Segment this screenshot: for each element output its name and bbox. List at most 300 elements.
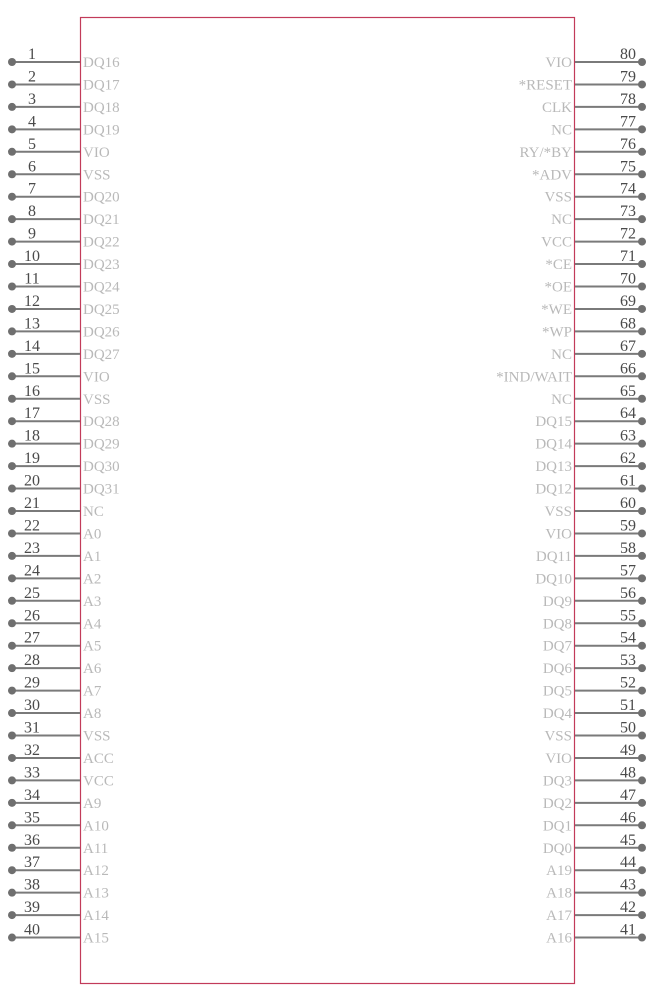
pin-56 <box>543 585 646 610</box>
pin-endpoint-dot <box>8 327 16 335</box>
pin-number: 19 <box>24 450 40 468</box>
pin-name: *IND/WAIT <box>496 369 572 386</box>
pin-9 <box>8 226 120 251</box>
pin-name: DQ11 <box>535 548 572 565</box>
right-pin-group <box>496 46 646 947</box>
pin-name: NC <box>551 346 572 363</box>
pin-name: NC <box>83 504 104 520</box>
pin-name: DQ15 <box>535 414 572 431</box>
pin-number: 50 <box>620 719 636 737</box>
pin-number: 73 <box>620 203 636 221</box>
pin-name: DQ17 <box>83 77 120 94</box>
pin-number: 21 <box>24 495 40 512</box>
pin-number: 25 <box>24 584 40 602</box>
pin-endpoint-dot <box>8 507 16 515</box>
pin-endpoint-dot <box>8 440 16 448</box>
pin-17 <box>8 405 120 430</box>
pin-number: 62 <box>620 450 636 468</box>
pin-number: 16 <box>24 382 40 400</box>
pin-number: 58 <box>620 539 636 557</box>
pin-name: A11 <box>83 840 109 857</box>
pin-76 <box>519 136 646 161</box>
pin-name: A7 <box>83 683 102 700</box>
pin-endpoint-dot <box>638 80 646 88</box>
pin-16 <box>8 383 111 408</box>
pin-number: 49 <box>620 741 636 759</box>
pin-name: *RESET <box>518 77 572 94</box>
pin-endpoint-dot <box>638 574 646 582</box>
pin-25 <box>8 585 101 610</box>
pin-number: 48 <box>620 764 636 782</box>
pin-endpoint-dot <box>638 260 646 268</box>
pin-57 <box>535 562 646 587</box>
pin-number: 54 <box>620 629 636 647</box>
pin-69 <box>541 293 646 318</box>
pin-number: 60 <box>620 495 636 512</box>
pin-name: VCC <box>83 773 114 790</box>
pin-name: DQ18 <box>83 99 120 116</box>
pin-5 <box>8 136 110 161</box>
pin-61 <box>535 473 646 498</box>
pin-name: DQ24 <box>83 279 120 296</box>
pin-74 <box>544 181 646 206</box>
left-pin-group <box>8 46 120 947</box>
pin-67 <box>551 338 646 363</box>
pin-endpoint-dot <box>8 776 16 784</box>
pin-endpoint-dot <box>638 395 646 403</box>
pin-40 <box>8 922 109 947</box>
pin-endpoint-dot <box>8 732 16 740</box>
pin-name: NC <box>551 122 572 139</box>
pin-33 <box>8 764 114 789</box>
pin-78 <box>542 91 646 116</box>
pin-18 <box>8 428 120 453</box>
pin-number: 44 <box>620 854 636 872</box>
pin-number: 57 <box>620 562 636 580</box>
pin-name: *WP <box>542 324 572 341</box>
pin-number: 74 <box>620 180 636 198</box>
pin-endpoint-dot <box>8 664 16 672</box>
pin-endpoint-dot <box>8 844 16 852</box>
pin-54 <box>543 630 646 655</box>
pin-endpoint-dot <box>638 215 646 223</box>
pin-46 <box>543 809 646 834</box>
pin-name: DQ7 <box>542 638 572 655</box>
pin-endpoint-dot <box>8 125 16 133</box>
pin-number: 61 <box>620 472 636 490</box>
pin-26 <box>8 607 102 632</box>
pin-name: A13 <box>83 885 109 902</box>
pin-name: DQ0 <box>542 840 572 857</box>
pin-number: 14 <box>24 337 40 355</box>
pin-name: NC <box>551 391 572 408</box>
pin-number: 47 <box>620 786 636 804</box>
pin-37 <box>8 854 109 879</box>
pin-endpoint-dot <box>638 687 646 695</box>
pin-endpoint-dot <box>638 103 646 111</box>
pin-endpoint-dot <box>8 934 16 942</box>
pin-endpoint-dot <box>638 462 646 470</box>
pin-number: 5 <box>28 135 36 153</box>
pin-77 <box>551 113 646 138</box>
pin-number: 40 <box>24 921 40 939</box>
pin-number: 70 <box>620 270 636 288</box>
pin-52 <box>543 675 646 700</box>
pin-number: 26 <box>24 607 40 625</box>
pin-4 <box>8 113 120 138</box>
pin-name: ACC <box>83 750 114 767</box>
pin-28 <box>8 652 102 677</box>
pin-endpoint-dot <box>638 844 646 852</box>
pin-endpoint-dot <box>8 305 16 313</box>
pin-name: A2 <box>83 571 102 588</box>
pin-number: 65 <box>620 382 636 400</box>
pin-endpoint-dot <box>8 215 16 223</box>
pin-43 <box>546 877 646 902</box>
pin-name: DQ10 <box>535 571 572 588</box>
pin-name: VIO <box>545 750 572 767</box>
pin-number: 76 <box>620 135 636 153</box>
pin-endpoint-dot <box>8 529 16 537</box>
pin-number: 78 <box>620 90 636 108</box>
pin-number: 20 <box>24 472 40 490</box>
pin-72 <box>541 226 646 251</box>
pin-name: A4 <box>83 616 102 633</box>
pin-number: 35 <box>24 809 40 827</box>
pin-50 <box>544 720 646 745</box>
pin-number: 18 <box>24 427 40 445</box>
pin-name: DQ6 <box>542 661 572 678</box>
pin-53 <box>543 652 646 677</box>
pin-endpoint-dot <box>638 238 646 246</box>
pin-name: DQ25 <box>83 301 120 318</box>
pin-endpoint-dot <box>638 732 646 740</box>
pin-name: VIO <box>545 526 572 543</box>
pin-number: 42 <box>620 899 636 917</box>
pin-number: 69 <box>620 292 636 310</box>
pin-name: NC <box>551 212 572 229</box>
pin-number: 30 <box>24 697 40 715</box>
pin-number: 34 <box>24 786 40 804</box>
pin-45 <box>543 832 646 857</box>
pin-number: 55 <box>620 607 636 625</box>
pin-number: 12 <box>24 292 40 310</box>
pin-number: 51 <box>620 697 636 715</box>
pin-endpoint-dot <box>638 372 646 380</box>
pin-44 <box>546 854 646 879</box>
pin-15 <box>8 360 110 385</box>
pin-endpoint-dot <box>638 125 646 133</box>
pin-8 <box>8 203 120 228</box>
pin-1 <box>8 46 120 71</box>
pin-19 <box>8 450 120 475</box>
pin-name: *ADV <box>532 167 572 184</box>
pin-endpoint-dot <box>8 103 16 111</box>
pin-20 <box>8 473 120 498</box>
pin-name: A3 <box>83 593 102 610</box>
pin-endpoint-dot <box>638 417 646 425</box>
pin-60 <box>544 495 646 520</box>
pin-name: *OE <box>544 279 572 296</box>
pin-endpoint-dot <box>8 597 16 605</box>
pin-number: 33 <box>24 764 40 782</box>
pin-name: VIO <box>83 144 110 161</box>
pin-endpoint-dot <box>638 148 646 156</box>
pin-endpoint-dot <box>638 193 646 201</box>
pin-number: 39 <box>24 899 40 917</box>
pin-name: A1 <box>83 548 102 565</box>
pin-endpoint-dot <box>8 238 16 246</box>
pin-number: 22 <box>24 517 40 535</box>
pin-endpoint-dot <box>638 529 646 537</box>
pin-endpoint-dot <box>8 754 16 762</box>
pin-endpoint-dot <box>638 485 646 493</box>
pin-number: 31 <box>24 719 40 737</box>
pin-name: A5 <box>83 638 102 655</box>
pin-32 <box>8 742 114 767</box>
pin-49 <box>545 742 646 767</box>
pin-name: CLK <box>542 99 572 116</box>
pin-endpoint-dot <box>638 866 646 874</box>
pin-27 <box>8 630 101 655</box>
pin-name: DQ16 <box>83 55 120 71</box>
pin-number: 56 <box>620 584 636 602</box>
pin-endpoint-dot <box>8 170 16 178</box>
pin-endpoint-dot <box>8 80 16 88</box>
pin-80 <box>545 46 646 71</box>
pin-number: 37 <box>24 854 40 872</box>
pin-75 <box>532 158 646 183</box>
pin-62 <box>535 450 646 475</box>
pin-name: A10 <box>83 818 109 835</box>
pin-name: DQ27 <box>83 346 120 363</box>
pin-number: 4 <box>28 113 36 131</box>
pin-number: 7 <box>28 180 36 198</box>
pin-endpoint-dot <box>638 776 646 784</box>
pin-name: VSS <box>544 728 572 745</box>
pin-endpoint-dot <box>8 821 16 829</box>
pin-10 <box>8 248 120 273</box>
pin-name: DQ8 <box>542 616 572 633</box>
pin-endpoint-dot <box>8 372 16 380</box>
pin-number: 77 <box>620 113 636 131</box>
pin-47 <box>543 787 646 812</box>
pin-name: DQ30 <box>83 459 120 476</box>
pin-endpoint-dot <box>8 619 16 627</box>
pin-34 <box>8 787 101 812</box>
pin-name: A0 <box>83 526 102 543</box>
pin-number: 71 <box>620 248 636 266</box>
pin-number: 9 <box>28 225 36 243</box>
pin-endpoint-dot <box>638 350 646 358</box>
pin-endpoint-dot <box>638 552 646 560</box>
pin-name: VSS <box>544 189 572 206</box>
pin-6 <box>8 158 111 183</box>
pin-name: A18 <box>546 885 572 902</box>
pin-endpoint-dot <box>8 462 16 470</box>
pin-name: A14 <box>83 908 109 925</box>
pin-name: A9 <box>83 795 102 812</box>
pin-number: 46 <box>620 809 636 827</box>
pin-endpoint-dot <box>8 687 16 695</box>
pin-name: A19 <box>546 863 572 880</box>
pin-name: DQ31 <box>83 481 120 498</box>
pin-number: 79 <box>620 68 636 86</box>
pin-55 <box>543 607 646 632</box>
pin-41 <box>546 922 646 947</box>
pin-name: A17 <box>546 908 572 925</box>
pin-endpoint-dot <box>8 148 16 156</box>
pin-number: 72 <box>620 225 636 243</box>
pin-endpoint-dot <box>638 799 646 807</box>
pin-12 <box>8 293 120 318</box>
pin-73 <box>551 203 646 228</box>
pin-endpoint-dot <box>8 574 16 582</box>
pin-endpoint-dot <box>638 305 646 313</box>
pin-name: VIO <box>83 369 110 386</box>
pin-name: A15 <box>83 930 109 947</box>
pin-name: VSS <box>83 728 111 745</box>
pin-39 <box>8 899 109 924</box>
pin-endpoint-dot <box>638 754 646 762</box>
pin-endpoint-dot <box>638 911 646 919</box>
pin-endpoint-dot <box>638 440 646 448</box>
pin-number: 6 <box>28 158 36 176</box>
pin-name: DQ21 <box>83 212 120 229</box>
pin-name: VSS <box>83 391 111 408</box>
pin-name: DQ12 <box>535 481 572 498</box>
pin-endpoint-dot <box>638 889 646 897</box>
pin-name: VSS <box>83 167 111 184</box>
pin-endpoint-dot <box>8 58 16 66</box>
pin-number: 3 <box>28 90 36 108</box>
pin-name: VCC <box>541 234 572 251</box>
pin-name: DQ3 <box>542 773 572 790</box>
pin-name: A12 <box>83 863 109 880</box>
pin-name: *WE <box>541 301 572 318</box>
pin-number: 68 <box>620 315 636 333</box>
pin-number: 41 <box>620 921 636 939</box>
pin-name: DQ29 <box>83 436 120 453</box>
pin-79 <box>519 68 646 93</box>
pin-name: DQ26 <box>83 324 120 341</box>
pin-name: DQ13 <box>535 459 572 476</box>
pin-endpoint-dot <box>638 507 646 515</box>
pin-64 <box>535 405 646 430</box>
pin-number: 43 <box>620 876 636 894</box>
pin-endpoint-dot <box>8 350 16 358</box>
pin-number: 28 <box>24 652 40 670</box>
pin-35 <box>8 809 109 834</box>
pin-number: 13 <box>24 315 40 333</box>
pin-number: 1 <box>28 46 36 63</box>
pin-51 <box>543 697 646 722</box>
pin-number: 15 <box>24 360 40 378</box>
pin-endpoint-dot <box>8 642 16 650</box>
pin-endpoint-dot <box>638 709 646 717</box>
pin-number: 32 <box>24 741 40 759</box>
pin-name: A16 <box>546 930 572 947</box>
pin-endpoint-dot <box>8 260 16 268</box>
pin-22 <box>8 517 101 542</box>
pin-14 <box>8 338 120 363</box>
pin-name: DQ23 <box>83 257 120 274</box>
pin-number: 80 <box>620 46 636 63</box>
pin-endpoint-dot <box>8 395 16 403</box>
pin-endpoint-dot <box>638 170 646 178</box>
pin-number: 59 <box>620 517 636 535</box>
pin-number: 2 <box>28 68 36 86</box>
pin-endpoint-dot <box>8 709 16 717</box>
pin-name: DQ9 <box>542 593 572 610</box>
pin-endpoint-dot <box>638 283 646 291</box>
pin-7 <box>8 181 120 206</box>
pin-68 <box>542 315 646 340</box>
pin-29 <box>8 675 102 700</box>
pin-number: 23 <box>24 539 40 557</box>
pin-number: 36 <box>24 831 40 849</box>
pin-13 <box>8 315 120 340</box>
pin-name: DQ22 <box>83 234 120 251</box>
pin-number: 45 <box>620 831 636 849</box>
pin-endpoint-dot <box>8 889 16 897</box>
pin-name: *CE <box>545 257 572 274</box>
pin-number: 11 <box>24 270 40 288</box>
pin-endpoint-dot <box>8 552 16 560</box>
pin-number: 24 <box>24 562 40 580</box>
pin-name: A8 <box>83 706 102 723</box>
pin-name: DQ20 <box>83 189 120 206</box>
pin-number: 63 <box>620 427 636 445</box>
pin-31 <box>8 720 111 745</box>
pin-name: RY/*BY <box>519 144 572 161</box>
pin-endpoint-dot <box>8 283 16 291</box>
pin-58 <box>536 540 646 565</box>
pin-48 <box>543 764 646 789</box>
pin-endpoint-dot <box>8 799 16 807</box>
pin-endpoint-dot <box>638 642 646 650</box>
component-body <box>81 18 575 984</box>
pin-11 <box>8 271 120 296</box>
pin-66 <box>496 360 646 385</box>
pin-endpoint-dot <box>8 193 16 201</box>
pin-2 <box>8 68 120 93</box>
pin-endpoint-dot <box>8 485 16 493</box>
pin-number: 38 <box>24 876 40 894</box>
pin-name: DQ4 <box>542 706 572 723</box>
pin-number: 17 <box>24 405 40 423</box>
pin-42 <box>546 899 646 924</box>
pin-number: 53 <box>620 652 636 670</box>
pin-endpoint-dot <box>638 58 646 66</box>
pin-endpoint-dot <box>638 597 646 605</box>
pin-number: 66 <box>620 360 636 378</box>
pin-number: 67 <box>620 337 636 355</box>
pin-30 <box>8 697 101 722</box>
pin-endpoint-dot <box>638 619 646 627</box>
pin-63 <box>535 428 646 453</box>
pin-21 <box>8 495 104 520</box>
pin-number: 75 <box>620 158 636 176</box>
pin-name: DQ2 <box>542 795 572 812</box>
pin-endpoint-dot <box>638 821 646 829</box>
pin-name: VSS <box>544 504 572 520</box>
pin-number: 64 <box>620 405 636 423</box>
pin-name: DQ19 <box>83 122 120 139</box>
pin-endpoint-dot <box>638 327 646 335</box>
pin-number: 27 <box>24 629 40 647</box>
pin-71 <box>545 248 646 273</box>
